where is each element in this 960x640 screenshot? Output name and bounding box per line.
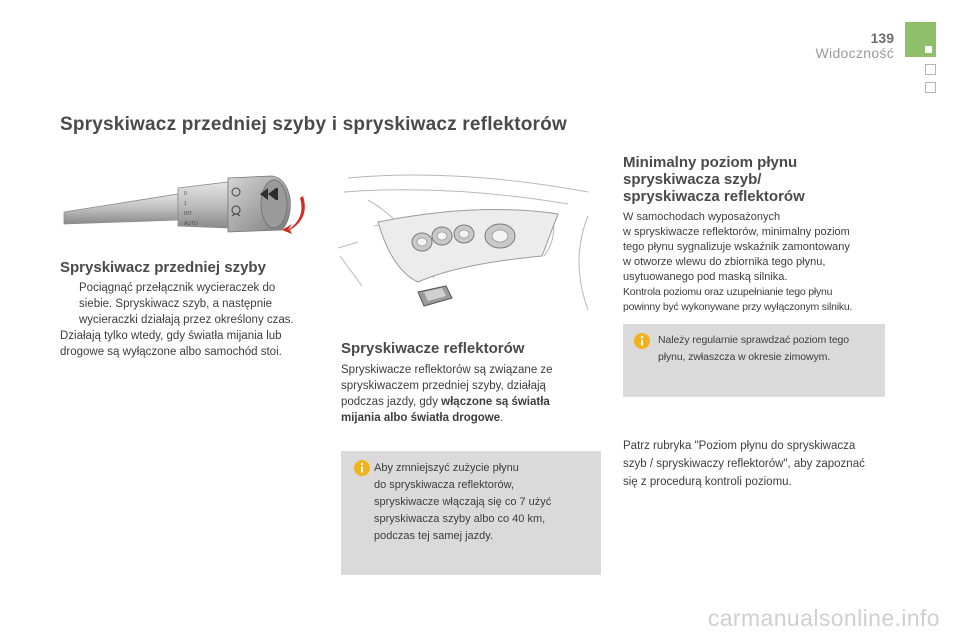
windscreen-washer-heading: Spryskiwacz przedniej szyby [60, 259, 266, 276]
body-text: usytuowanego pod maską silnika. [623, 271, 788, 283]
body-text: W samochodach wyposażonych [623, 211, 781, 223]
info-text: spryskiwacze włączają się co 7 użyć [374, 496, 552, 508]
body-text: Spryskiwacze reflektorów są związane ze [341, 364, 553, 376]
bullet-text: Pociągnąć przełącznik wycieraczek do [79, 282, 276, 294]
section-title: Widoczność [815, 45, 894, 61]
bullet-text: wycieraczki działają przez określony czas. [79, 314, 294, 326]
body-text-small: Kontrola poziomu oraz uzupełnianie tego płynu [623, 286, 833, 298]
reference-text: się z procedurą kontroli poziomu. [623, 476, 792, 488]
info-text: płynu, zwłaszcza w okresie zimowym. [658, 351, 831, 363]
info-box-headlamp [341, 451, 601, 575]
min-level-heading: spryskiwacza reflektorów [623, 188, 805, 205]
reference-text: Patrz rubryka "Poziom płynu do spryskiwacza [623, 440, 856, 452]
info-icon [353, 459, 371, 477]
watermark: carmanualsonline.info [707, 605, 940, 631]
body-text: w spryskiwacze reflektorów, minimalny poziom [623, 226, 850, 238]
tab-marker-icon [925, 46, 932, 53]
body-text [341, 394, 550, 410]
info-text: podczas tej samej jazdy. [374, 530, 494, 542]
washer-nozzle-icon [418, 286, 452, 306]
headlamp-washer-illustration [338, 160, 600, 335]
page-title: Spryskiwacz przedniej szyby i spryskiwacz reflektorów [60, 114, 567, 135]
body-text: tego płynu sygnalizuje wskaźnik zamontowany [623, 241, 850, 253]
chapter-tab-box [925, 82, 936, 93]
stalk-label: 0 [184, 191, 187, 197]
page-number: 139 [870, 30, 894, 46]
body-text-small: powinny być wykonywane przy wyłączonym silniku. [623, 301, 853, 313]
body-text [341, 410, 503, 426]
chapter-tab-active [905, 22, 936, 57]
info-text: Należy regularnie sprawdzać poziom tego [658, 334, 850, 346]
stalk-label: INT [184, 211, 193, 217]
headlamp-washer-heading: Spryskiwacze reflektorów [341, 340, 525, 357]
bold-text: mijania albo światła drogowe [341, 412, 501, 424]
body-text: w otworze wlewu do zbiornika tego płynu, [623, 256, 826, 268]
stalk-label: 1 [184, 201, 187, 207]
body-text: Działają tylko wtedy, gdy światła mijania lub [60, 330, 282, 342]
wiper-stalk-illustration [60, 168, 310, 243]
stalk-label: AUTO [184, 221, 198, 227]
min-level-heading: Minimalny poziom płynu [623, 154, 798, 171]
body-text: spryskiwaczem przedniej szyby, działają [341, 380, 546, 392]
info-box-level [623, 324, 885, 397]
info-text: do spryskiwacza reflektorów, [374, 479, 514, 491]
info-text: spryskiwacza szyby albo co 40 km, [374, 513, 546, 525]
bullet-text: siebie. Spryskiwacz szyb, a następnie [79, 298, 273, 310]
min-level-heading: spryskiwacza szyb/ [623, 171, 762, 188]
info-icon [633, 332, 651, 350]
info-text: Aby zmniejszyć zużycie płynu [374, 462, 519, 474]
reference-text: szyb / spryskiwaczy reflektorów", aby zapoznać [623, 458, 865, 470]
chapter-tab-box [925, 64, 936, 75]
body-text-start: podczas jazdy, gdy [341, 396, 438, 408]
bold-text: włączone są światła [441, 396, 550, 408]
body-text: drogowe są wyłączone albo samochód stoi. [60, 346, 282, 358]
punctuation: . [500, 412, 504, 424]
